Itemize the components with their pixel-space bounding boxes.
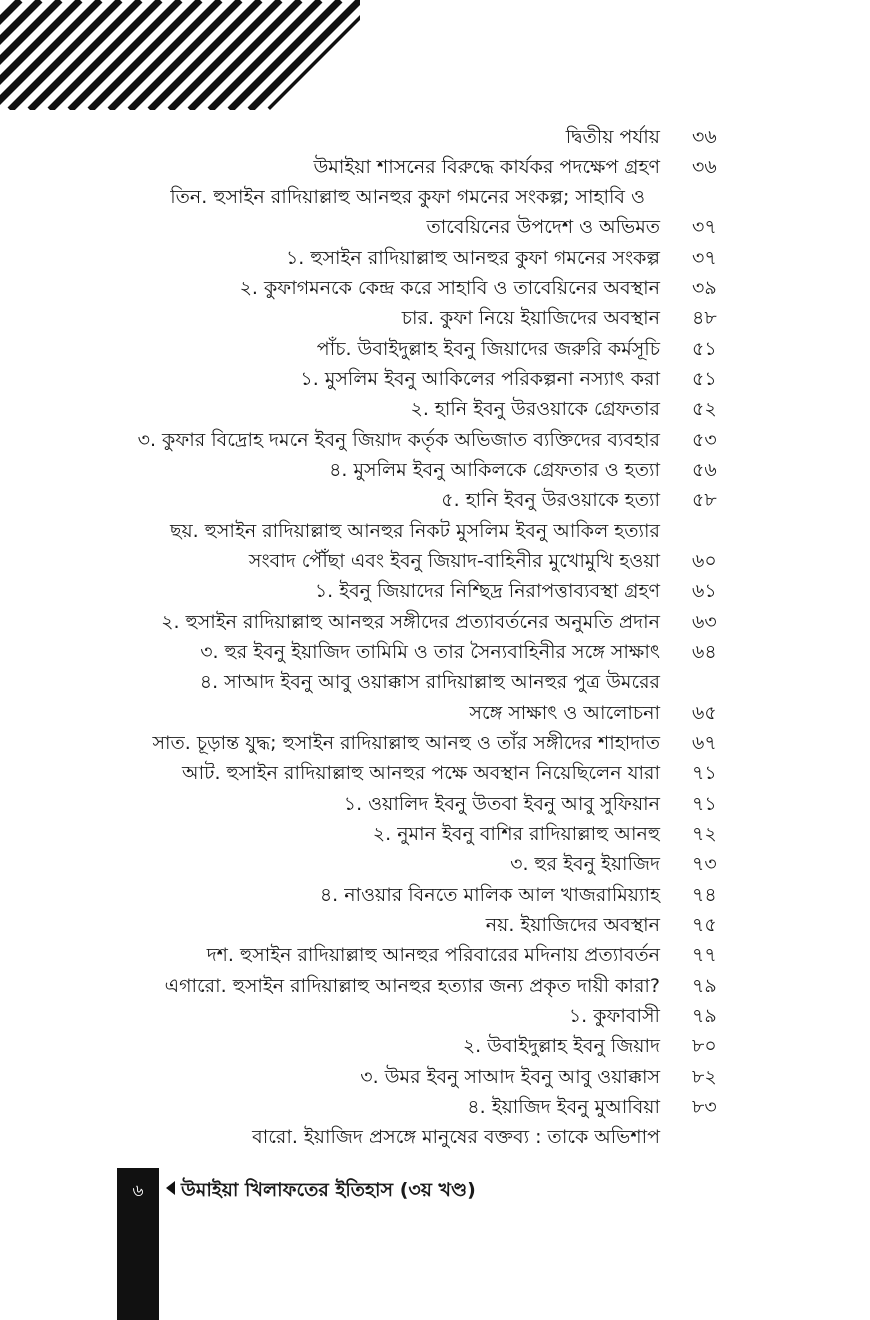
toc-page: ৭৯ — [692, 1005, 717, 1027]
toc-title: সাত. চূড়ান্ত যুদ্ধ; হুসাইন রাদিয়াল্লাহু আনহু ও তাঁর সঙ্গীদের শাহাদাত — [152, 732, 660, 754]
page-number: ৬ — [132, 1181, 144, 1201]
toc-page: ৫৬ — [692, 459, 717, 481]
toc-entry[interactable] — [0, 819, 870, 849]
toc-title: ১. হুসাইন রাদিয়াল্লাহু আনহুর কুফা গমনের সংকল্প — [285, 247, 660, 269]
toc-title: এগারো. হুসাইন রাদিয়াল্লাহু আনহুর হত্যার জন্য প্রকৃত দায়ী কারা? — [164, 975, 660, 997]
toc-title: ৪. মুসলিম ইবনু আকিলকে গ্রেফতার ও হত্যা — [329, 459, 660, 481]
toc-page: ৬০ — [692, 550, 717, 572]
toc-title: উমাইয়া শাসনের বিরুদ্ধে কার্যকর পদক্ষেপ গ্রহণ — [313, 156, 660, 178]
toc-page: ৭৯ — [692, 975, 717, 997]
toc-title: ৩. উমর ইবনু সাআদ ইবনু আবু ওয়াক্কাস — [360, 1066, 660, 1088]
toc-page: ৮৩ — [692, 1096, 717, 1118]
toc-title: ২. কুফাগমনকে কেন্দ্র করে সাহাবি ও তাবেয়িনের অবস্থান — [239, 277, 660, 299]
toc-entry[interactable] — [0, 849, 870, 879]
toc-entry[interactable] — [0, 334, 870, 364]
toc-page: ৪৮ — [692, 307, 717, 329]
toc-page: ৭৩ — [692, 853, 717, 875]
toc-title: ছয়. হুসাইন রাদিয়াল্লাহু আনহুর নিকট মুসলিম ইবনু আকিল হত্যার — [169, 520, 660, 542]
toc-page: ৬৩ — [692, 611, 717, 633]
toc-entry[interactable] — [0, 364, 870, 394]
toc-page: ৮২ — [692, 1066, 717, 1088]
toc-entry[interactable] — [0, 1092, 870, 1122]
toc-title: আট. হুসাইন রাদিয়াল্লাহু আনহুর পক্ষে অবস্থান নিয়েছিলেন যারা — [181, 762, 660, 784]
toc-title: ১. কুফাবাসী — [568, 1005, 660, 1027]
toc-page: ৭৪ — [692, 884, 717, 906]
triangle-left-icon — [166, 1181, 175, 1195]
toc-entry[interactable] — [0, 667, 870, 697]
toc-entry[interactable] — [0, 758, 870, 788]
toc-entry[interactable] — [0, 637, 870, 667]
toc-title: দশ. হুসাইন রাদিয়াল্লাহু আনহুর পরিবারের মদিনায় প্রত্যাবর্তন — [206, 944, 660, 966]
toc-page: ৩৯ — [692, 277, 717, 299]
toc-title: তাবেয়িনের উপদেশ ও অভিমত — [426, 216, 660, 238]
toc-page: ৩৬ — [692, 156, 717, 178]
toc-entry[interactable] — [0, 273, 870, 303]
toc-page: ৭১ — [692, 762, 717, 784]
toc-title: সঙ্গে সাক্ষাৎ ও আলোচনা — [469, 702, 660, 724]
toc-title: চার. কুফা নিয়ে ইয়াজিদের অবস্থান — [401, 307, 660, 329]
toc-page: ৭৭ — [692, 944, 717, 966]
decorative-stripes — [0, 0, 360, 110]
toc-entry[interactable] — [0, 394, 870, 424]
toc-entry[interactable] — [0, 880, 870, 910]
toc-title: ১. ইবনু জিয়াদের নিশ্ছিদ্র নিরাপত্তাব্যবস্থা গ্রহণ — [314, 580, 660, 602]
toc-page: ৫১ — [692, 338, 717, 360]
running-head — [166, 1176, 476, 1208]
toc-title: তিন. হুসাইন রাদিয়াল্লাহু আনহুর কুফা গমনের সংকল্প; সাহাবি ও — [170, 186, 645, 208]
toc-title: ২. হানি ইবনু উরওয়াকে গ্রেফতার — [410, 398, 660, 420]
book-title: উমাইয়া খিলাফতের ইতিহাস (৩য় খণ্ড) — [181, 1179, 476, 1201]
toc-entry[interactable] — [0, 698, 870, 728]
toc-page: ৭১ — [692, 793, 717, 815]
toc-page: ৬৭ — [692, 732, 717, 754]
toc-entry[interactable] — [0, 1122, 870, 1152]
toc-page: ৬৫ — [692, 702, 717, 724]
toc-entry[interactable] — [0, 303, 870, 333]
toc-page: ৭৫ — [692, 914, 717, 936]
toc-entry[interactable] — [0, 1031, 870, 1061]
toc-entry[interactable] — [0, 910, 870, 940]
toc-entry[interactable] — [0, 122, 870, 152]
toc-page: ৬৪ — [692, 641, 717, 663]
toc-page: ৫৮ — [692, 489, 717, 511]
toc-entry[interactable] — [0, 940, 870, 970]
toc-title: ৪. ইয়াজিদ ইবনু মুআবিয়া — [467, 1096, 660, 1118]
toc-title: পাঁচ. উবাইদুল্লাহ ইবনু জিয়াদের জরুরি কর্মসূচি — [316, 338, 660, 360]
toc-page: ৫৩ — [692, 429, 717, 451]
toc-title: ২. উবাইদুল্লাহ ইবনু জিয়াদ — [462, 1035, 660, 1057]
toc-entry[interactable] — [0, 728, 870, 758]
toc-title: ৩. হুর ইবনু ইয়াজিদ তামিমি ও তার সৈন্যবাহিনীর সঙ্গে সাক্ষাৎ — [200, 641, 660, 663]
toc-title: সংবাদ পৌঁছা এবং ইবনু জিয়াদ-বাহিনীর মুখোমুখি হওয়া — [248, 550, 660, 572]
toc-page: ৩৭ — [692, 216, 717, 238]
toc-entry[interactable] — [0, 971, 870, 1001]
toc-entry[interactable] — [0, 546, 870, 576]
toc-title: দ্বিতীয় পর্যায় — [565, 126, 660, 148]
toc-entry[interactable] — [0, 1001, 870, 1031]
toc-title: বারো. ইয়াজিদ প্রসঙ্গে মানুষের বক্তব্য : তাকে অভিশাপ — [252, 1126, 660, 1148]
toc-title: ২. নুমান ইবনু বাশির রাদিয়াল্লাহু আনহু — [372, 823, 660, 845]
toc-title: ১. মুসলিম ইবনু আকিলের পরিকল্পনা নস্যাৎ করা — [300, 368, 660, 390]
toc-title: নয়. ইয়াজিদের অবস্থান — [485, 914, 660, 936]
toc-entry[interactable] — [0, 455, 870, 485]
toc-page: ৩৬ — [692, 126, 717, 148]
toc-page: ৩৭ — [692, 247, 717, 269]
toc-entry[interactable] — [0, 212, 870, 242]
toc-title: ৪. সাআদ ইবনু আবু ওয়াক্কাস রাদিয়াল্লাহু আনহুর পুত্র উমরের — [199, 671, 660, 693]
toc-page: ৫১ — [692, 368, 717, 390]
toc-entry[interactable] — [0, 152, 870, 182]
toc-entry[interactable] — [0, 243, 870, 273]
toc-entry[interactable] — [0, 516, 870, 546]
toc-page: ৫২ — [692, 398, 717, 420]
toc-title: ৩. হুর ইবনু ইয়াজিদ — [510, 853, 660, 875]
toc-title: ৪. নাওয়ার বিনতে মালিক আল খাজরামিয়্যাহ — [319, 884, 660, 906]
toc-entry[interactable] — [0, 576, 870, 606]
toc-entry[interactable] — [0, 607, 870, 637]
toc-title: ২. হুসাইন রাদিয়াল্লাহু আনহুর সঙ্গীদের প্রত্যাবর্তনের অনুমতি প্রদান — [161, 611, 660, 633]
toc-entry[interactable] — [0, 425, 870, 455]
toc-entry[interactable] — [0, 1062, 870, 1092]
toc-entry[interactable] — [0, 485, 870, 515]
toc-entry[interactable] — [0, 182, 870, 212]
toc-entry[interactable] — [0, 789, 870, 819]
toc-title: ১. ওয়ালিদ ইবনু উতবা ইবনু আবু সুফিয়ান — [343, 793, 660, 815]
toc-page: ৮০ — [692, 1035, 717, 1057]
toc-page: ৭২ — [692, 823, 717, 845]
toc-title: ৩. কুফার বিদ্রোহ দমনে ইবনু জিয়াদ কর্তৃক অভিজাত ব্যক্তিদের ব্যবহার — [137, 429, 660, 451]
toc-title: ৫. হানি ইবনু উরওয়াকে হত্যা — [441, 489, 660, 511]
toc-page: ৬১ — [692, 580, 717, 602]
